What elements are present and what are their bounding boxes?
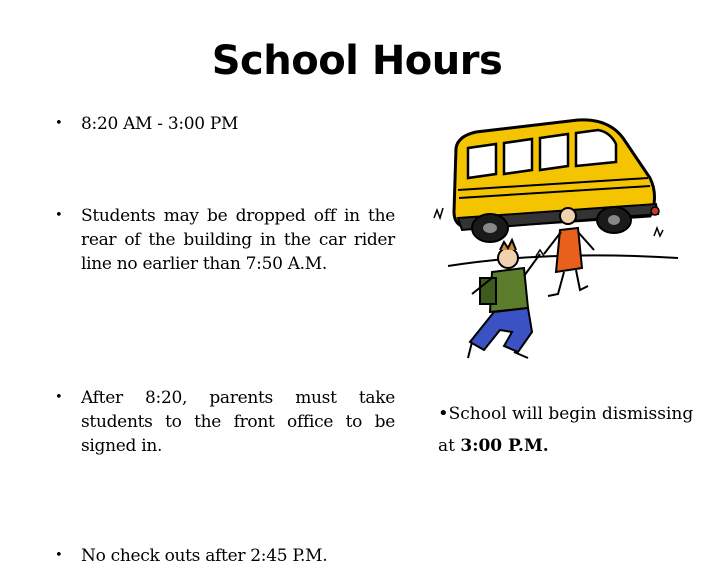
note-line-1 <box>438 398 698 430</box>
note-prefix: at <box>438 436 455 456</box>
bullet-dot: • <box>55 548 63 563</box>
bullet-dot: • <box>55 390 63 405</box>
note-text: School will begin dismissing <box>448 404 694 424</box>
note-bullet: • <box>438 403 449 424</box>
note-line-2 <box>438 430 698 462</box>
bullet-item <box>50 204 395 276</box>
bullet-item <box>50 386 395 458</box>
bullet-text: After 8:20, parents must take students to the front office to be signed in. <box>81 388 395 456</box>
bullet-item <box>50 544 395 568</box>
dismissal-note <box>438 398 698 462</box>
school-bus-illustration <box>428 118 680 363</box>
bullet-text: 8:20 AM - 3:00 PM <box>81 114 239 134</box>
bullet-list <box>50 112 395 566</box>
bullet-item <box>50 112 395 136</box>
bullet-dot: • <box>55 208 63 223</box>
bullet-text: No check outs after 2:45 P.M. <box>81 546 328 566</box>
bullet-text: Students may be dropped off in the rear of the building in the car rider line no earlier than 7:50 A.M. <box>81 206 395 274</box>
dismissal-time: 3:00 P.M. <box>460 436 549 456</box>
bullet-dot: • <box>55 116 63 131</box>
slide-title: School Hours <box>211 38 503 84</box>
